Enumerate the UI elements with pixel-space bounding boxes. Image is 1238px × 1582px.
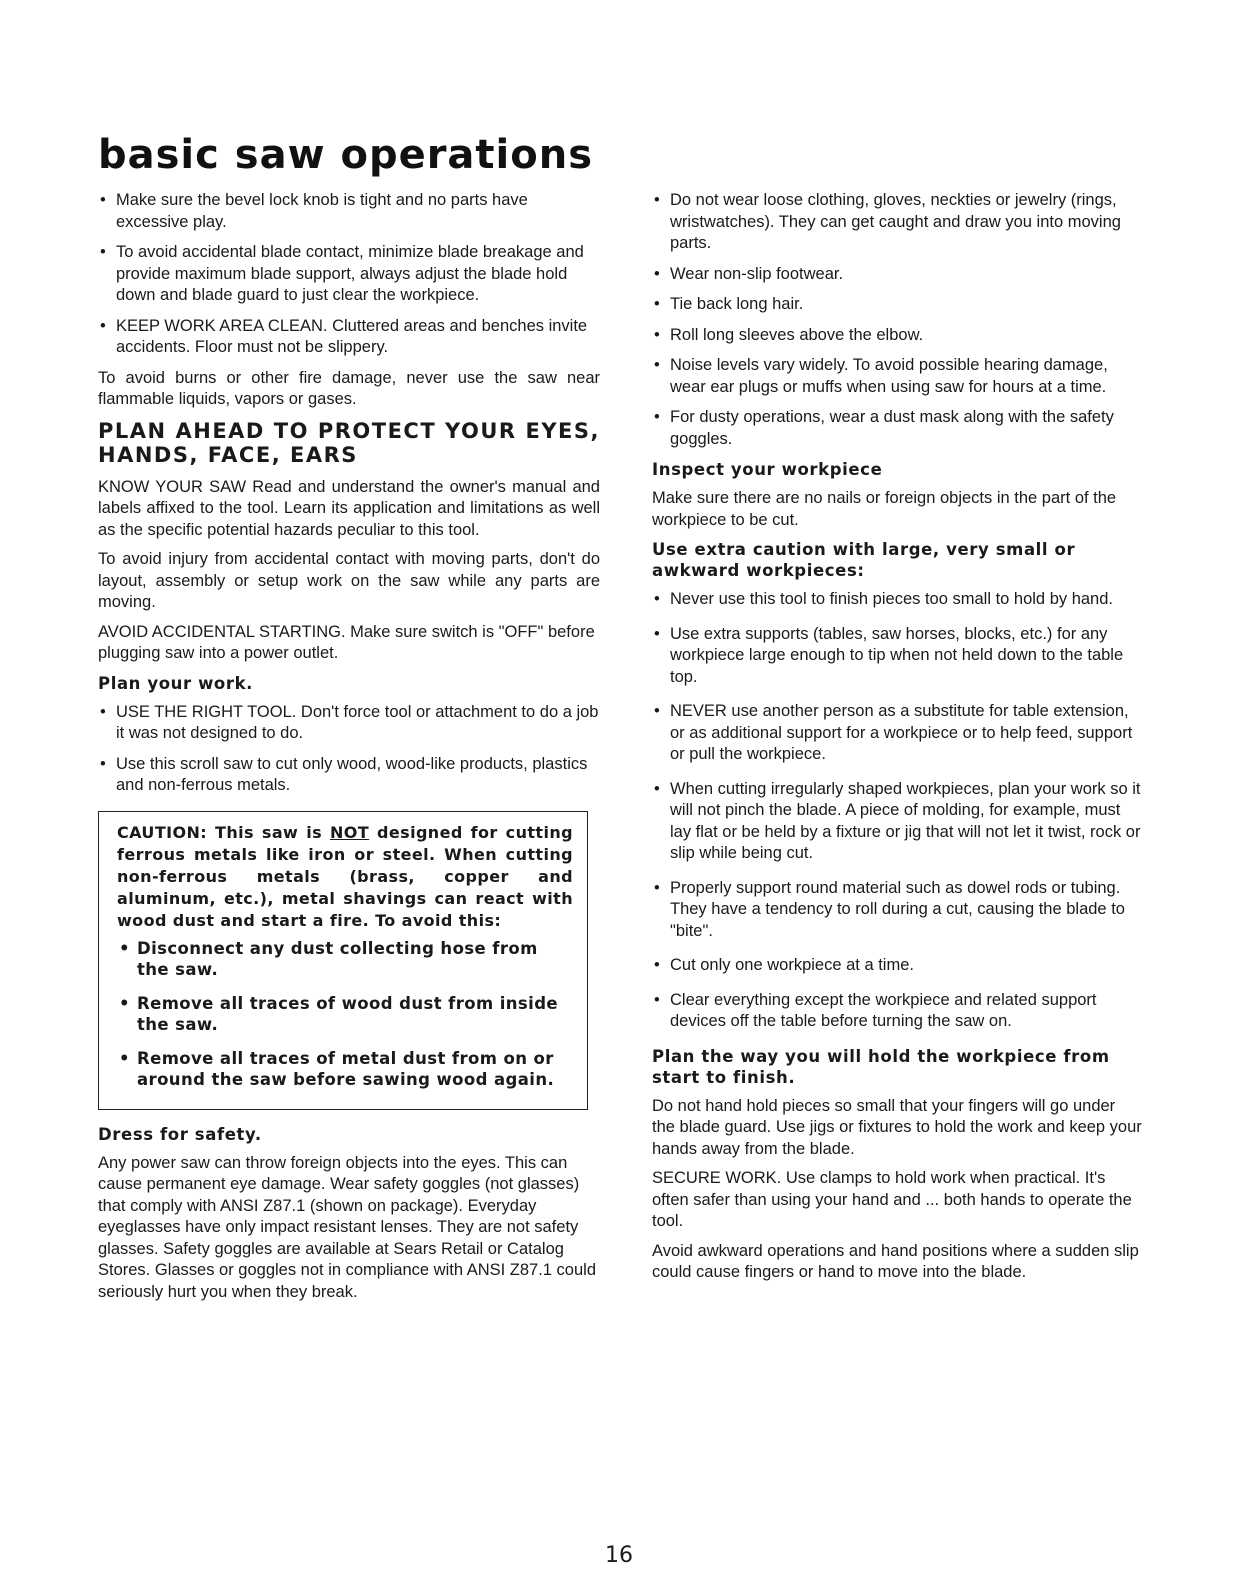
- awkward-paragraph: Avoid awkward operations and hand positions where a sudden slip could cause fingers or hand to move into the blade.: [652, 1241, 1139, 1281]
- dress-heading: Dress for safety.: [98, 1124, 262, 1144]
- list-item: [98, 190, 600, 233]
- left-column: [98, 190, 600, 1311]
- list-item: [652, 355, 1142, 398]
- know-saw-paragraph: KNOW YOUR SAW Read and understand the owner's manual and labels affixed to the tool. Learn its application and limitations as well as the specific potential hazards peculiar to this tool.: [98, 477, 600, 539]
- bullet-icon: •: [654, 878, 660, 897]
- bullet-icon: •: [654, 779, 660, 798]
- bullet-icon: •: [654, 325, 660, 344]
- bullet-icon: •: [119, 938, 130, 958]
- list-item-text: Noise levels vary widely. To avoid possible hearing damage, wear ear plugs or muffs when using saw for hours at a time.: [670, 356, 1108, 396]
- list-item-text: KEEP WORK AREA CLEAN. Cluttered areas and benches invite accidents. Floor must not be slippery.: [116, 316, 588, 356]
- bullet-icon: •: [654, 356, 660, 374]
- burns-paragraph: To avoid burns or other fire damage, never use the saw near flammable liquids, vapors or gases.: [98, 368, 600, 408]
- bullet-icon: •: [654, 590, 660, 608]
- dress-bullet-list: [652, 190, 1142, 450]
- list-item: [652, 624, 1142, 689]
- avoid-starting-paragraph: AVOID ACCIDENTAL STARTING. Make sure switch is "OFF" before plugging saw into a power outlet.: [98, 622, 595, 662]
- list-item-text: Cut only one workpiece at a time.: [670, 956, 914, 974]
- bullet-icon: •: [100, 316, 106, 335]
- list-item: [652, 294, 1142, 316]
- list-item-text: USE THE RIGHT TOOL. Don't force tool or attachment to do a job it was not designed to do.: [116, 702, 599, 742]
- list-item: [98, 242, 600, 307]
- caution-text-before: CAUTION: This saw is: [117, 822, 330, 842]
- list-item: [98, 754, 600, 797]
- list-item-text: Use extra supports (tables, saw horses, blocks, etc.) for any workpiece large enough to tip when not held down to the table top.: [670, 624, 1124, 686]
- list-item-text: Make sure the bevel lock knob is tight and no parts have excessive play.: [116, 191, 528, 231]
- list-item: [98, 702, 600, 745]
- list-item: [98, 316, 600, 359]
- list-item-text: NEVER use another person as a substitute for table extension, or as additional support for a workpiece or to help feed, support or pull the workpiece.: [670, 702, 1133, 763]
- list-item: [652, 589, 1142, 611]
- extra-caution-heading: Use extra caution with large, very small or awkward workpieces:: [652, 540, 1076, 580]
- bullet-icon: •: [100, 191, 106, 209]
- bullet-icon: •: [100, 754, 106, 773]
- plan-hold-heading: Plan the way you will hold the workpiece from start to finish.: [652, 1046, 1110, 1087]
- bullet-icon: •: [100, 243, 106, 261]
- list-item: [652, 955, 1142, 977]
- list-item: [652, 878, 1142, 943]
- hand-hold-paragraph: Do not hand hold pieces so small that your fingers will go under the blade guard. Use jigs or fixtures to hold the work and keep your hands away from the blade.: [652, 1096, 1142, 1158]
- list-item: [652, 701, 1142, 766]
- list-item-text: Tie back long hair.: [670, 295, 804, 313]
- page-number: 16: [605, 1543, 633, 1568]
- avoid-injury-paragraph: To avoid injury from accidental contact with moving parts, don't do layout, assembly or setup work on the saw while any parts are moving.: [98, 550, 600, 611]
- bullet-icon: •: [100, 702, 106, 721]
- list-item-text: Wear non-slip footwear.: [670, 264, 844, 283]
- caution-underlined-word: NOT: [329, 822, 370, 842]
- list-item: [652, 264, 1142, 286]
- bullet-icon: •: [654, 990, 660, 1009]
- plan-ahead-heading: PLAN AHEAD TO PROTECT YOUR EYES, HANDS, FACE, EARS: [98, 418, 600, 467]
- list-item-text: Do not wear loose clothing, gloves, neckties or jewelry (rings, wristwatches). They can get caught and draw you into moving parts.: [670, 191, 1121, 252]
- list-item-text: Disconnect any dust collecting hose from the saw.: [137, 938, 538, 979]
- list-item-text: To avoid accidental blade contact, minimize blade breakage and provide maximum blade support, always adjust the blade hold down and blade guard to just clear the workpiece.: [116, 243, 584, 304]
- list-item-text: For dusty operations, wear a dust mask along with the safety goggles.: [670, 408, 1114, 448]
- list-item-text: Remove all traces of metal dust from on or around the saw before sawing wood again.: [137, 1048, 555, 1089]
- list-item-text: When cutting irregularly shaped workpieces, plan your work so it will not pinch the blade. A piece of molding, for example, must lay flat or be held by a fixture or jig that will not let it twist, rock or slip while being cut.: [670, 779, 1141, 862]
- plan-work-heading: Plan your work.: [98, 673, 254, 693]
- bullet-icon: •: [654, 956, 660, 974]
- inspect-paragraph: Make sure there are no nails or foreign objects in the part of the workpiece to be cut.: [652, 489, 1117, 529]
- list-item: [117, 938, 573, 981]
- bullet-icon: •: [654, 702, 660, 720]
- list-item-text: Clear everything except the workpiece and related support devices off the table before turning the saw on.: [670, 990, 1097, 1030]
- bullet-icon: •: [119, 1048, 130, 1068]
- list-item: [652, 325, 1142, 347]
- list-item-text: Use this scroll saw to cut only wood, wood-like products, plastics and non-ferrous metals.: [116, 754, 588, 794]
- list-item-text: Remove all traces of wood dust from inside the saw.: [137, 993, 559, 1034]
- caution-box: [98, 811, 588, 1110]
- plan-work-bullet-list: [98, 702, 600, 797]
- bullet-icon: •: [654, 408, 660, 426]
- right-column: [652, 190, 1142, 1292]
- dress-paragraph: Any power saw can throw foreign objects into the eyes. This can cause permanent eye damage. Wear safety goggles (not glasses) that comply with ANSI Z87.1 (shown on package). Everyday eyeglasses have only impact resistant lenses. They are not safety glasses. Safety goggles are available at Sears Retail or Catalog Stores. Glasses or goggles not in compliance with ANSI Z87.1 could seriously hurt you when they break.: [98, 1153, 597, 1301]
- list-item-text: Never use this tool to finish pieces too small to hold by hand.: [670, 590, 1113, 608]
- secure-work-paragraph: SECURE WORK. Use clamps to hold work when practical. It's often safer than using your hand and ... both hands to operate the tool.: [652, 1169, 1132, 1230]
- caution-text-after: designed for cutting ferrous metals like iron or steel. When cutting non-ferrous metals (brass, copper and aluminum, etc.), metal shavings can react with wood dust and start a fire. To avoid this:: [117, 822, 573, 930]
- list-item: [117, 993, 573, 1036]
- bullet-icon: •: [119, 993, 130, 1013]
- list-item: [652, 779, 1142, 865]
- list-item: [652, 407, 1142, 450]
- list-item: [117, 1048, 573, 1091]
- extra-caution-bullet-list: [652, 589, 1142, 1033]
- list-item: [652, 990, 1142, 1033]
- list-item: [652, 190, 1142, 255]
- bullet-icon: •: [654, 295, 660, 313]
- intro-bullet-list: [98, 190, 600, 359]
- caution-bullet-list: [117, 938, 573, 1091]
- page-title: basic saw operations: [98, 132, 594, 178]
- caution-paragraph: [117, 822, 573, 932]
- bullet-icon: •: [654, 264, 660, 283]
- list-item-text: Roll long sleeves above the elbow.: [670, 325, 924, 344]
- inspect-heading: Inspect your workpiece: [652, 460, 883, 479]
- list-item-text: Properly support round material such as dowel rods or tubing. They have a tendency to roll during a cut, causing the blade to "bite".: [670, 878, 1125, 940]
- bullet-icon: •: [654, 624, 660, 643]
- bullet-icon: •: [654, 191, 660, 209]
